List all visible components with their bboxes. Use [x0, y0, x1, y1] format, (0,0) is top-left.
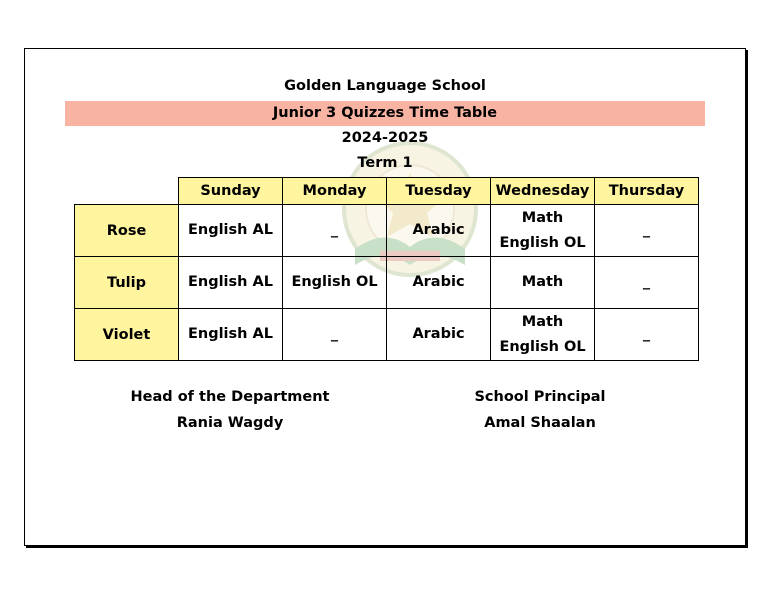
head-of-department-title: Head of the Department — [130, 389, 330, 405]
table-cell: Math — [491, 257, 595, 309]
table-cell: _ — [283, 205, 387, 257]
table-cell: English AL — [179, 205, 283, 257]
table-cell: English OL — [283, 257, 387, 309]
day-header: Sunday — [179, 178, 283, 205]
table-cell: Arabic — [387, 309, 491, 361]
class-name: Tulip — [75, 257, 179, 309]
table-row — [75, 257, 699, 309]
table-header-row — [75, 178, 699, 205]
table-cell: Arabic — [387, 257, 491, 309]
class-name: Rose — [75, 205, 179, 257]
table-cell: English AL — [179, 309, 283, 361]
table-cell: English AL — [179, 257, 283, 309]
table-cell: _ — [595, 309, 699, 361]
timetable-title: Junior 3 Quizzes Time Table — [65, 101, 705, 126]
principal-title: School Principal — [474, 389, 606, 405]
document-page — [24, 48, 746, 546]
table-row — [75, 309, 699, 361]
table-cell: _ — [283, 309, 387, 361]
table-row — [75, 205, 699, 257]
table-cell: _ — [595, 205, 699, 257]
table-cell: Math English OL — [491, 309, 595, 361]
principal-name: Amal Shaalan — [484, 415, 596, 431]
day-header: Monday — [283, 178, 387, 205]
class-name: Violet — [75, 309, 179, 361]
day-header: Tuesday — [387, 178, 491, 205]
table-cell: _ — [595, 257, 699, 309]
table-cell: Arabic — [387, 205, 491, 257]
corner-cell — [75, 178, 179, 205]
term-label: Term 1 — [357, 155, 413, 171]
academic-year: 2024-2025 — [341, 130, 429, 146]
day-header: Wednesday — [491, 178, 595, 205]
day-header: Thursday — [595, 178, 699, 205]
school-name: Golden Language School — [284, 78, 486, 94]
quiz-timetable — [74, 177, 699, 361]
table-cell: Math English OL — [491, 205, 595, 257]
head-of-department-name: Rania Wagdy — [176, 415, 284, 431]
